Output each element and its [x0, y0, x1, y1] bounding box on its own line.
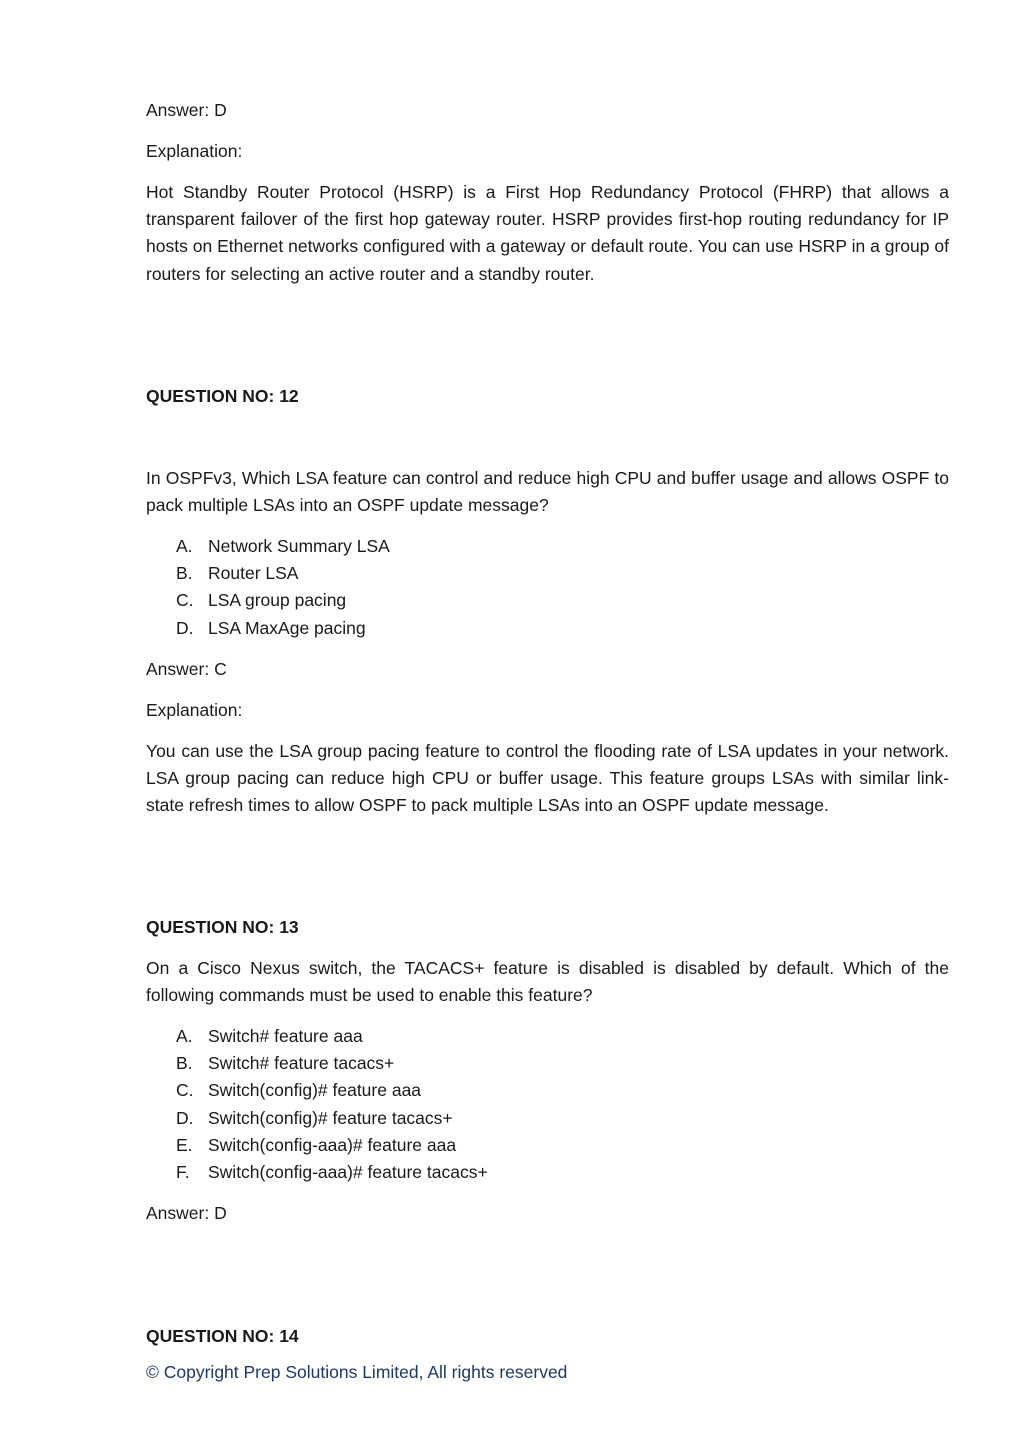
- option-letter: F.: [176, 1162, 190, 1183]
- question-heading: QUESTION NO: 13: [146, 917, 299, 937]
- option-letter: B.: [176, 1053, 193, 1074]
- options-list: [176, 1023, 488, 1186]
- answer-label: Answer: D: [146, 1203, 227, 1223]
- option-letter: A.: [176, 536, 193, 556]
- option-letter: C.: [176, 590, 194, 611]
- copyright-footer: © Copyright Prep Solutions Limited, All rights reserved: [146, 1362, 568, 1382]
- option-item: [176, 560, 390, 587]
- option-text: Switch(config)# feature aaa: [208, 1080, 422, 1101]
- option-letter: C.: [176, 1080, 194, 1101]
- options-list: [176, 533, 390, 642]
- option-text: LSA MaxAge pacing: [208, 617, 366, 638]
- option-item: [176, 1050, 488, 1077]
- option-text: Router LSA: [208, 563, 299, 584]
- explanation-label: Explanation:: [146, 141, 243, 161]
- option-item: [176, 1077, 488, 1104]
- answer-label: Answer: C: [146, 659, 227, 679]
- option-text: Switch(config)# feature tacacs+: [208, 1107, 453, 1128]
- question-text: In OSPFv3, Which LSA feature can control and reduce high CPU and buffer usage and allows OSPF to pack multiple LSAs into an OSPF update message?: [146, 468, 949, 516]
- question-heading: QUESTION NO: 14: [146, 1326, 299, 1346]
- option-item: [176, 1159, 488, 1186]
- option-text: Switch(config-aaa)# feature aaa: [208, 1134, 457, 1155]
- option-item: [176, 615, 390, 642]
- option-letter: B.: [176, 563, 193, 584]
- question-heading: QUESTION NO: 12: [146, 386, 299, 406]
- option-letter: E.: [176, 1134, 193, 1155]
- explanation-text: Hot Standby Router Protocol (HSRP) is a First Hop Redundancy Protocol (FHRP) that allows a transparent failover of the first hop gateway router. HSRP provides first-hop routing redundancy for IP hosts on Ethernet networks configured with a gateway or default route. You can use HSRP in a group of routers for selecting an active router and a standby router.: [146, 182, 949, 284]
- option-letter: A.: [176, 1026, 193, 1046]
- explanation-label: Explanation:: [146, 700, 243, 720]
- option-item: [176, 1132, 488, 1159]
- option-item: [176, 533, 390, 560]
- explanation-text: You can use the LSA group pacing feature to control the flooding rate of LSA updates in your network. LSA group pacing can reduce high CPU or buffer usage. This feature groups LSAs with similar link-state refresh times to allow OSPF to pack multiple LSAs into an OSPF update message.: [146, 741, 949, 816]
- document-page: [146, 0, 949, 1447]
- option-text: Switch# feature aaa: [208, 1026, 363, 1046]
- question-text: On a Cisco Nexus switch, the TACACS+ feature is disabled is disabled by default. Which of the following commands must be used to enable this feature?: [146, 958, 949, 1006]
- option-text: Switch(config-aaa)# feature tacacs+: [208, 1162, 488, 1183]
- option-letter: D.: [176, 617, 194, 638]
- option-text: Network Summary LSA: [208, 536, 390, 556]
- answer-label: Answer: D: [146, 100, 227, 120]
- option-text: Switch# feature tacacs+: [208, 1053, 395, 1074]
- option-text: LSA group pacing: [208, 590, 347, 611]
- option-letter: D.: [176, 1107, 194, 1128]
- option-item: [176, 1105, 488, 1132]
- option-item: [176, 587, 390, 614]
- option-item: [176, 1023, 488, 1050]
